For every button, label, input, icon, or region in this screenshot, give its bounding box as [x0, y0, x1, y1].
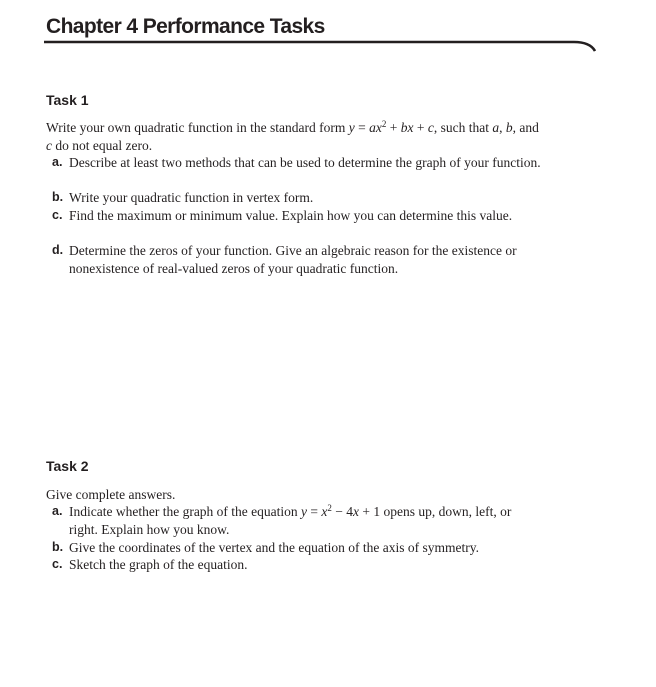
- item-text: Indicate whether the graph of the equation $y = x^2 - 4x + 1$ opens up, down, left, or right. Explain how you know.: [69, 503, 512, 537]
- item-letter: d.: [52, 243, 64, 257]
- title-underline-rule: [44, 38, 596, 58]
- item-letter: a.: [52, 155, 63, 169]
- task-1-intro: Write your own quadratic function in the standard form $y = ax^2$ + bx + c, such that a, b, and c do not equal zero.: [46, 119, 539, 153]
- item-letter: c.: [52, 557, 63, 571]
- task-1-heading: Task 1: [46, 92, 89, 108]
- item-text: Describe at least two methods that can be used to determine the graph of your function.: [69, 155, 541, 170]
- task-2-intro: Give complete answers.: [46, 487, 176, 502]
- task-2-item-c: [52, 556, 542, 574]
- item-text: Write your quadratic function in vertex form.: [69, 190, 314, 205]
- item-letter: b.: [52, 190, 64, 204]
- task-2-item-b: [52, 539, 542, 557]
- item-text: Determine the zeros of your function. Give an algebraic reason for the existence or nonexistence of real-valued zeros of your quadratic function.: [69, 243, 517, 276]
- task-1-item-a: [52, 154, 542, 172]
- task-1-item-b: [52, 189, 542, 207]
- task-2-heading: Task 2: [46, 458, 89, 474]
- chapter-title: Chapter 4 Performance Tasks: [46, 15, 325, 38]
- item-text: Sketch the graph of the equation.: [69, 557, 248, 572]
- item-letter: b.: [52, 540, 64, 554]
- task-1-item-c: [52, 207, 542, 225]
- task-1-item-d: [52, 242, 542, 277]
- item-letter: c.: [52, 208, 63, 222]
- task-2-item-a: [52, 503, 542, 538]
- item-text: Find the maximum or minimum value. Explain how you can determine this value.: [69, 208, 513, 223]
- item-text: Give the coordinates of the vertex and the equation of the axis of symmetry.: [69, 540, 479, 555]
- item-letter: a.: [52, 504, 63, 518]
